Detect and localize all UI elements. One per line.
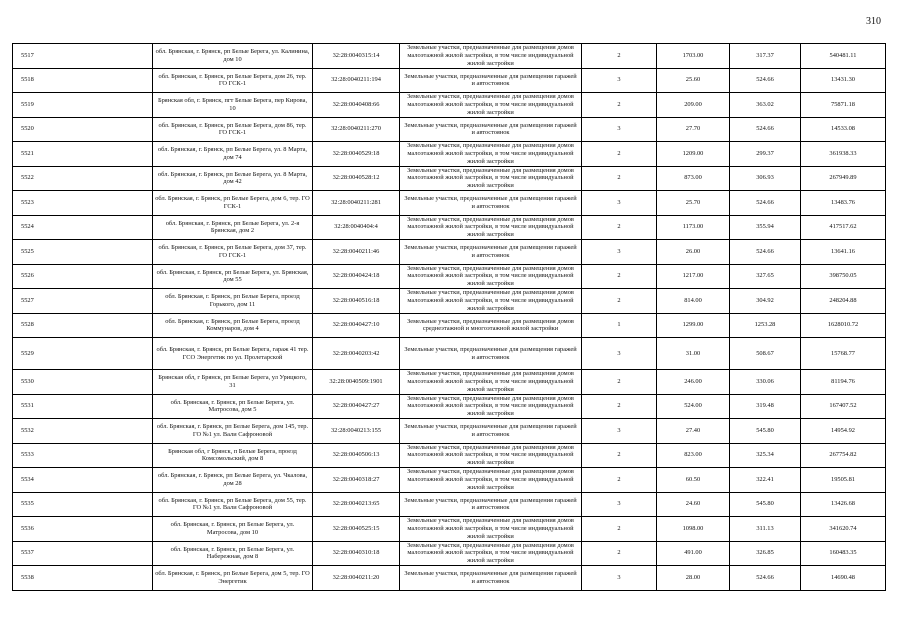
cadastral-number-cell: 32:28:0040408:66 — [313, 93, 400, 118]
land-use-cell: Земельные участки, предназначенные для размещения домов малоэтажной жилой застройки, в том числе индивидуальной жилой застройки — [400, 93, 582, 118]
table-row — [13, 264, 886, 289]
area-cell: 491.00 — [657, 541, 730, 566]
row-number-cell: 5525 — [13, 240, 153, 265]
cadastral-number-cell: 32:28:0040427:10 — [313, 313, 400, 338]
area-cell: 209.00 — [657, 93, 730, 118]
table-row — [13, 142, 886, 167]
group-cell: 1 — [582, 313, 657, 338]
specific-value-cell: 330.06 — [730, 370, 801, 395]
table-row — [13, 289, 886, 314]
specific-value-cell: 1253.28 — [730, 313, 801, 338]
row-number-cell: 5533 — [13, 443, 153, 468]
cadastral-number-cell: 32:28:0040211:46 — [313, 240, 400, 265]
land-use-cell: Земельные участки, предназначенные для размещения гаражей и автостоянок — [400, 566, 582, 591]
group-cell: 2 — [582, 44, 657, 69]
table-row — [13, 517, 886, 542]
land-use-cell: Земельные участки, предназначенные для размещения домов малоэтажной жилой застройки, в том числе индивидуальной жилой застройки — [400, 394, 582, 419]
land-use-cell: Земельные участки, предназначенные для размещения гаражей и автостоянок — [400, 419, 582, 444]
group-cell: 3 — [582, 338, 657, 370]
row-number-cell: 5532 — [13, 419, 153, 444]
area-cell: 25.70 — [657, 191, 730, 216]
address-cell: обл. Брянская, г. Брянск, рп Белые Берега, дом 37, тер. ГО ГСК-1 — [153, 240, 313, 265]
cadastral-value-cell: 398750.05 — [801, 264, 886, 289]
specific-value-cell: 545.80 — [730, 419, 801, 444]
page-number: 310 — [866, 16, 881, 27]
specific-value-cell: 325.34 — [730, 443, 801, 468]
group-cell: 2 — [582, 394, 657, 419]
cadastral-value-cell: 75871.18 — [801, 93, 886, 118]
row-number-cell: 5523 — [13, 191, 153, 216]
cadastral-number-cell: 32:28:0040310:18 — [313, 541, 400, 566]
cadastral-number-cell: 32:28:0040506:13 — [313, 443, 400, 468]
group-cell: 3 — [582, 68, 657, 93]
cadastral-number-cell: 32:28:0040529:18 — [313, 142, 400, 167]
row-number-cell: 5537 — [13, 541, 153, 566]
specific-value-cell: 524.66 — [730, 117, 801, 142]
cadastral-number-cell: 32:28:0040509:1901 — [313, 370, 400, 395]
specific-value-cell: 524.66 — [730, 240, 801, 265]
cadastral-number-cell: 32:28:0040203:42 — [313, 338, 400, 370]
specific-value-cell: 524.66 — [730, 566, 801, 591]
cadastral-value-cell: 361938.33 — [801, 142, 886, 167]
row-number-cell: 5521 — [13, 142, 153, 167]
specific-value-cell: 306.93 — [730, 166, 801, 191]
land-use-cell: Земельные участки, предназначенные для размещения домов малоэтажной жилой застройки, в том числе индивидуальной жилой застройки — [400, 541, 582, 566]
table-row — [13, 240, 886, 265]
address-cell: обл. Брянская, г. Брянск, рп Белые Берега, ул. Набережная, дом 8 — [153, 541, 313, 566]
cadastral-number-cell: 32:28:0040404:4 — [313, 215, 400, 240]
row-number-cell: 5531 — [13, 394, 153, 419]
specific-value-cell: 524.66 — [730, 68, 801, 93]
specific-value-cell: 322.41 — [730, 468, 801, 493]
group-cell: 3 — [582, 117, 657, 142]
address-cell: обл. Брянская, г. Брянск, рп Белые Берега, ул. Матросова, дом 5 — [153, 394, 313, 419]
row-number-cell: 5524 — [13, 215, 153, 240]
area-cell: 1209.00 — [657, 142, 730, 167]
specific-value-cell: 508.67 — [730, 338, 801, 370]
address-cell: обл. Брянская, г. Брянск, рп Белые Берега, дом 55, тер. ГО №1 ул. Вали Сафроновой — [153, 492, 313, 517]
specific-value-cell: 299.37 — [730, 142, 801, 167]
area-cell: 60.50 — [657, 468, 730, 493]
area-cell: 26.00 — [657, 240, 730, 265]
table-row — [13, 93, 886, 118]
area-cell: 1098.00 — [657, 517, 730, 542]
address-cell: Брянская обл, г. Брянск, пгт Белые Берега, пер Кирова, 10 — [153, 93, 313, 118]
specific-value-cell: 327.65 — [730, 264, 801, 289]
cadastral-number-cell: 32:28:0040211:20 — [313, 566, 400, 591]
cadastral-value-cell: 267949.89 — [801, 166, 886, 191]
area-cell: 246.00 — [657, 370, 730, 395]
cadastral-value-cell: 13431.30 — [801, 68, 886, 93]
land-use-cell: Земельные участки, предназначенные для размещения гаражей и автостоянок — [400, 117, 582, 142]
area-cell: 814.00 — [657, 289, 730, 314]
group-cell: 3 — [582, 492, 657, 517]
land-use-cell: Земельные участки, предназначенные для размещения гаражей и автостоянок — [400, 338, 582, 370]
area-cell: 524.00 — [657, 394, 730, 419]
area-cell: 1173.00 — [657, 215, 730, 240]
address-cell: обл. Брянская, г. Брянск, рп Белые Берега, ул. 2-я Брянская, дом 2 — [153, 215, 313, 240]
cadastral-value-cell: 19505.81 — [801, 468, 886, 493]
row-number-cell: 5529 — [13, 338, 153, 370]
area-cell: 27.40 — [657, 419, 730, 444]
table-row — [13, 468, 886, 493]
land-use-cell: Земельные участки, предназначенные для размещения гаражей и автостоянок — [400, 191, 582, 216]
table-row — [13, 370, 886, 395]
specific-value-cell: 311.13 — [730, 517, 801, 542]
land-use-cell: Земельные участки, предназначенные для размещения домов малоэтажной жилой застройки, в том числе индивидуальной жилой застройки — [400, 44, 582, 69]
address-cell: обл. Брянская, г. Брянск, рп Белые Берега, проезд Коммунаров, дом 4 — [153, 313, 313, 338]
address-cell: Брянская обл, г Брянск, п Белые Берега, проезд Комсомольский, дом 8 — [153, 443, 313, 468]
land-use-cell: Земельные участки, предназначенные для размещения домов малоэтажной жилой застройки, в том числе индивидуальной жилой застройки — [400, 264, 582, 289]
row-number-cell: 5526 — [13, 264, 153, 289]
cadastral-number-cell: 32:28:0040213:155 — [313, 419, 400, 444]
cadastral-value-cell: 13641.16 — [801, 240, 886, 265]
group-cell: 2 — [582, 370, 657, 395]
land-use-cell: Земельные участки, предназначенные для размещения гаражей и автостоянок — [400, 68, 582, 93]
address-cell: обл. Брянская, г. Брянск, рп Белые Берега, дом 5, тер. ГО Энергетик — [153, 566, 313, 591]
cadastral-value-cell: 248204.88 — [801, 289, 886, 314]
land-use-cell: Земельные участки, предназначенные для размещения гаражей и автостоянок — [400, 240, 582, 265]
area-cell: 873.00 — [657, 166, 730, 191]
cadastral-value-cell: 160483.35 — [801, 541, 886, 566]
specific-value-cell: 545.80 — [730, 492, 801, 517]
cadastral-value-cell: 540481.11 — [801, 44, 886, 69]
table-row — [13, 394, 886, 419]
area-cell: 28.00 — [657, 566, 730, 591]
cadastral-value-cell: 15768.77 — [801, 338, 886, 370]
table-row — [13, 492, 886, 517]
group-cell: 2 — [582, 289, 657, 314]
land-use-cell: Земельные участки, предназначенные для размещения домов малоэтажной жилой застройки, в том числе индивидуальной жилой застройки — [400, 468, 582, 493]
row-number-cell: 5519 — [13, 93, 153, 118]
address-cell: обл. Брянская, г. Брянск, рп Белые Берега, ул. Матросова, дом 10 — [153, 517, 313, 542]
cadastral-number-cell: 32:28:0040211:281 — [313, 191, 400, 216]
group-cell: 2 — [582, 468, 657, 493]
land-use-cell: Земельные участки, предназначенные для размещения гаражей и автостоянок — [400, 492, 582, 517]
cadastral-number-cell: 32:28:0040427:27 — [313, 394, 400, 419]
group-cell: 3 — [582, 240, 657, 265]
table-row — [13, 44, 886, 69]
cadastral-value-cell: 417517.62 — [801, 215, 886, 240]
cadastral-value-cell: 13483.76 — [801, 191, 886, 216]
group-cell: 2 — [582, 93, 657, 118]
group-cell: 2 — [582, 215, 657, 240]
address-cell: обл. Брянская, г. Брянск, рп Белые Берега, дом 86, тер. ГО ГСК-1 — [153, 117, 313, 142]
area-cell: 25.60 — [657, 68, 730, 93]
row-number-cell: 5528 — [13, 313, 153, 338]
table-row — [13, 215, 886, 240]
address-cell: обл. Брянская, г. Брянск, рп Белые Берега, ул. Калинина, дом 10 — [153, 44, 313, 69]
area-cell: 24.60 — [657, 492, 730, 517]
table-row — [13, 338, 886, 370]
group-cell: 3 — [582, 419, 657, 444]
area-cell: 1217.00 — [657, 264, 730, 289]
land-use-cell: Земельные участки, предназначенные для размещения домов малоэтажной жилой застройки, в том числе индивидуальной жилой застройки — [400, 443, 582, 468]
table-row — [13, 541, 886, 566]
address-cell: обл. Брянская, г. Брянск, рп Белые Берега, ул. Брянская, дом 55 — [153, 264, 313, 289]
land-use-cell: Земельные участки, предназначенные для размещения домов малоэтажной жилой застройки, в том числе индивидуальной жилой застройки — [400, 142, 582, 167]
specific-value-cell: 326.85 — [730, 541, 801, 566]
specific-value-cell: 363.02 — [730, 93, 801, 118]
group-cell: 2 — [582, 541, 657, 566]
row-number-cell: 5527 — [13, 289, 153, 314]
group-cell: 2 — [582, 166, 657, 191]
table-row — [13, 117, 886, 142]
land-use-cell: Земельные участки, предназначенные для размещения домов малоэтажной жилой застройки, в том числе индивидуальной жилой застройки — [400, 215, 582, 240]
cadastral-value-cell: 341620.74 — [801, 517, 886, 542]
table-row — [13, 419, 886, 444]
address-cell: обл. Брянская, г. Брянск, рп Белые Берега, дом 6, тер. ГО ГСК-1 — [153, 191, 313, 216]
cadastral-value-table — [12, 43, 886, 591]
land-use-cell: Земельные участки, предназначенные для размещения домов малоэтажной жилой застройки, в том числе индивидуальной жилой застройки — [400, 370, 582, 395]
specific-value-cell: 317.37 — [730, 44, 801, 69]
row-number-cell: 5518 — [13, 68, 153, 93]
cadastral-value-cell: 14690.48 — [801, 566, 886, 591]
address-cell: обл. Брянская, г. Брянск, рп Белые Берега, дом 26, тер. ГО ГСК-1 — [153, 68, 313, 93]
cadastral-number-cell: 32:28:0040211:194 — [313, 68, 400, 93]
address-cell: Брянская обл, г Брянск, рп Белые Берега, ул Урицкого, 31 — [153, 370, 313, 395]
address-cell: обл. Брянская, г. Брянск, рп Белые Берега, гараж 41 тер. ГСО Энергетик по ул. Пролетарской — [153, 338, 313, 370]
table-row — [13, 566, 886, 591]
address-cell: обл. Брянская, г. Брянск, рп Белые Берега, ул. Чкалова, дом 28 — [153, 468, 313, 493]
area-cell: 1299.00 — [657, 313, 730, 338]
address-cell: обл. Брянская, г. Брянск, рп Белые Берега, ул. 8 Марта, дом 74 — [153, 142, 313, 167]
row-number-cell: 5517 — [13, 44, 153, 69]
cadastral-number-cell: 32:28:0040424:18 — [313, 264, 400, 289]
row-number-cell: 5538 — [13, 566, 153, 591]
cadastral-value-cell: 267754.82 — [801, 443, 886, 468]
address-cell: обл. Брянская, г. Брянск, рп Белые Берега, дом 145, тер. ГО №1 ул. Вали Сафроновой — [153, 419, 313, 444]
area-cell: 823.00 — [657, 443, 730, 468]
land-use-cell: Земельные участки, предназначенные для размещения домов среднеэтажной и многоэтажной жилой застройки — [400, 313, 582, 338]
cadastral-value-cell: 14533.08 — [801, 117, 886, 142]
cadastral-number-cell: 32:28:0040211:270 — [313, 117, 400, 142]
row-number-cell: 5536 — [13, 517, 153, 542]
land-use-cell: Земельные участки, предназначенные для размещения домов малоэтажной жилой застройки, в том числе индивидуальной жилой застройки — [400, 517, 582, 542]
table-row — [13, 166, 886, 191]
specific-value-cell: 304.92 — [730, 289, 801, 314]
cadastral-number-cell: 32:28:0040528:12 — [313, 166, 400, 191]
row-number-cell: 5534 — [13, 468, 153, 493]
cadastral-number-cell: 32:28:0040318:27 — [313, 468, 400, 493]
address-cell: обл. Брянская, г. Брянск, рп Белые Берега, ул. 8 Марта, дом 42 — [153, 166, 313, 191]
row-number-cell: 5520 — [13, 117, 153, 142]
area-cell: 31.00 — [657, 338, 730, 370]
specific-value-cell: 524.66 — [730, 191, 801, 216]
cadastral-value-cell: 14954.92 — [801, 419, 886, 444]
land-use-cell: Земельные участки, предназначенные для размещения домов малоэтажной жилой застройки, в том числе индивидуальной жилой застройки — [400, 166, 582, 191]
cadastral-value-cell: 167407.52 — [801, 394, 886, 419]
group-cell: 2 — [582, 443, 657, 468]
row-number-cell: 5530 — [13, 370, 153, 395]
land-use-cell: Земельные участки, предназначенные для размещения домов малоэтажной жилой застройки, в том числе индивидуальной жилой застройки — [400, 289, 582, 314]
cadastral-number-cell: 32:28:0040213:65 — [313, 492, 400, 517]
table-row — [13, 443, 886, 468]
specific-value-cell: 319.48 — [730, 394, 801, 419]
address-cell: обл. Брянская, г. Брянск, рп Белые Берега, проезд Горького, дом 11 — [153, 289, 313, 314]
row-number-cell: 5522 — [13, 166, 153, 191]
row-number-cell: 5535 — [13, 492, 153, 517]
cadastral-value-cell: 81194.76 — [801, 370, 886, 395]
group-cell: 2 — [582, 142, 657, 167]
cadastral-number-cell: 32:28:0040516:18 — [313, 289, 400, 314]
table-row — [13, 313, 886, 338]
group-cell: 2 — [582, 517, 657, 542]
area-cell: 1703.00 — [657, 44, 730, 69]
cadastral-number-cell: 32:28:0040315:14 — [313, 44, 400, 69]
table-row — [13, 191, 886, 216]
cadastral-value-cell: 1628010.72 — [801, 313, 886, 338]
specific-value-cell: 355.94 — [730, 215, 801, 240]
group-cell: 3 — [582, 566, 657, 591]
table-row — [13, 68, 886, 93]
cadastral-number-cell: 32:28:0040525:15 — [313, 517, 400, 542]
group-cell: 2 — [582, 264, 657, 289]
cadastral-value-cell: 13426.68 — [801, 492, 886, 517]
group-cell: 3 — [582, 191, 657, 216]
area-cell: 27.70 — [657, 117, 730, 142]
